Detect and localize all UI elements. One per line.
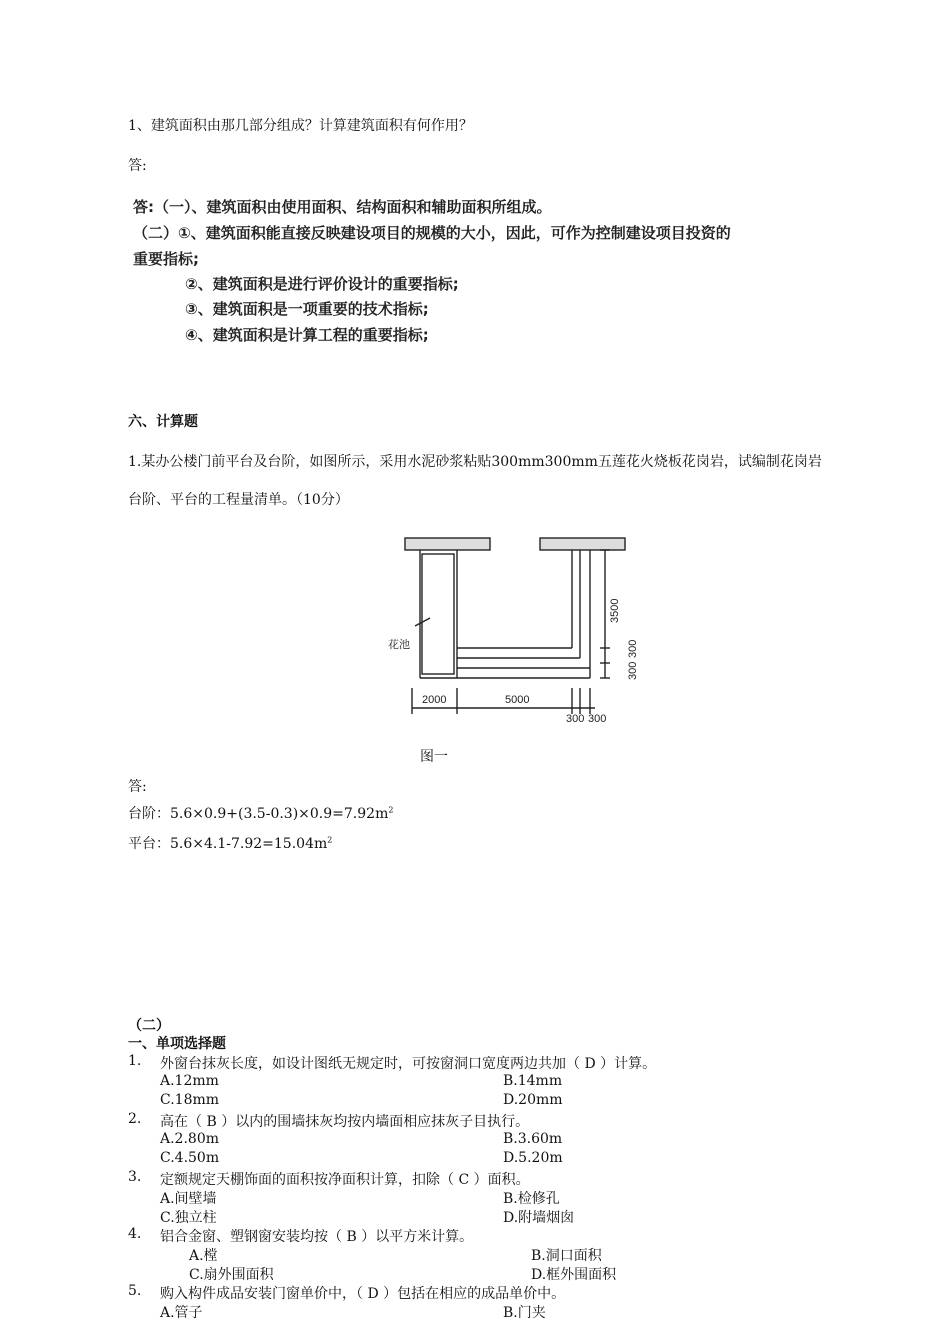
option-d: D.20mm <box>503 1092 563 1108</box>
option-b: B.3.60m <box>503 1131 563 1147</box>
option-a: A.管子 <box>160 1305 203 1321</box>
part-2-heading: （二） <box>128 1018 170 1034</box>
option-b: B.门夹 <box>503 1305 546 1321</box>
question-text: 铝合金窗、塑钢窗安装均按（ B ）以平方米计算。 <box>160 1229 474 1245</box>
option-a: A.2.80m <box>160 1131 220 1147</box>
option-b: B.洞口面积 <box>531 1248 602 1264</box>
platform-answer: 平台：$5.6\times 4.1-7.92=15.04m^2$ <box>128 835 333 852</box>
option-c: C.18mm <box>160 1092 220 1108</box>
dim-300-a: 300 <box>566 713 585 725</box>
dim-300-c: 300 <box>627 639 639 658</box>
answer-label: 答: <box>128 158 147 174</box>
option-a: A.12mm <box>160 1073 219 1089</box>
right-wall-top <box>540 538 625 550</box>
figure-caption: 图一 <box>420 749 448 765</box>
dim-3500: 3500 <box>609 598 621 623</box>
problem-text-line-2: 台阶、平台的工程量清单。（10分） <box>128 492 349 508</box>
question-text: 定额规定天棚饰面的面积按净面积计算，扣除（ C ）面积。 <box>160 1172 530 1188</box>
option-c: C.扇外围面积 <box>189 1267 274 1283</box>
question-number: 5. <box>128 1283 142 1299</box>
single-choice-title: 一、单项选择题 <box>128 1036 226 1052</box>
scan-answer-line-3: 重要指标; <box>133 250 199 268</box>
question-number: 4. <box>128 1226 142 1242</box>
option-c: C.4.50m <box>160 1150 220 1166</box>
question-1-text: 1、建筑面积由那几部分组成？计算建筑面积有何作用？ <box>128 118 473 134</box>
flower-pool-label: 花池 <box>388 639 410 651</box>
option-d: D.框外围面积 <box>531 1267 617 1283</box>
scan-answer-line-2: （二）①、建筑面积能直接反映建设项目的规模的大小，因此，可作为控制建设项目投资的 <box>133 224 731 242</box>
option-c: C.独立柱 <box>160 1210 217 1226</box>
dim-300-d: 300 <box>627 661 639 680</box>
section-6-title: 六、计算题 <box>128 414 198 430</box>
dim-5000: 5000 <box>505 694 530 706</box>
flower-pool <box>422 554 454 674</box>
scan-answer-line-4: ②、建筑面积是进行评价设计的重要指标; <box>185 275 459 293</box>
dim-300-b: 300 <box>588 713 607 725</box>
question-number: 1. <box>128 1053 142 1069</box>
option-d: D.附墙烟囱 <box>503 1210 575 1226</box>
left-wall-top <box>405 538 490 550</box>
question-text: 购入构件成品安装门窗单价中，（ D ）包括在相应的成品单价中。 <box>160 1286 566 1302</box>
question-number: 3. <box>128 1169 142 1185</box>
scan-answer-line-5: ③、建筑面积是一项重要的技术指标; <box>185 300 429 318</box>
option-d: D.5.20m <box>503 1150 563 1166</box>
question-text: 高在（ B ）以内的围墙抹灰均按内墙面相应抹灰子目执行。 <box>160 1114 530 1130</box>
dim-2000: 2000 <box>422 694 447 706</box>
option-b: B.检修孔 <box>503 1191 560 1207</box>
option-a: A.樘 <box>189 1248 218 1264</box>
option-b: B.14mm <box>503 1073 563 1089</box>
question-text: 外窗台抹灰长度，如设计图纸无规定时，可按窗洞口宽度两边共加（ D ）计算。 <box>160 1056 657 1072</box>
problem-text-line-1: 1.某办公楼门前平台及台阶，如图所示，采用水泥砂浆粘贴300mm300mm五莲花火烧板花岗岩，试编制花岗岩 <box>128 454 822 470</box>
question-number: 2. <box>128 1111 142 1127</box>
option-a: A.间壁墙 <box>160 1191 217 1207</box>
scan-answer-line-1: 答:（一）、建筑面积由使用面积、结构面积和辅助面积所组成。 <box>133 198 552 216</box>
scan-answer-line-6: ④、建筑面积是计算工程的重要指标; <box>185 326 429 344</box>
answer-label-2: 答: <box>128 779 147 795</box>
step-answer: 台阶：$5.6\times 0.9+(3.5-0.3)\times 0.9=7.92m^2$ <box>128 805 394 822</box>
platform-steps-figure <box>380 528 650 733</box>
